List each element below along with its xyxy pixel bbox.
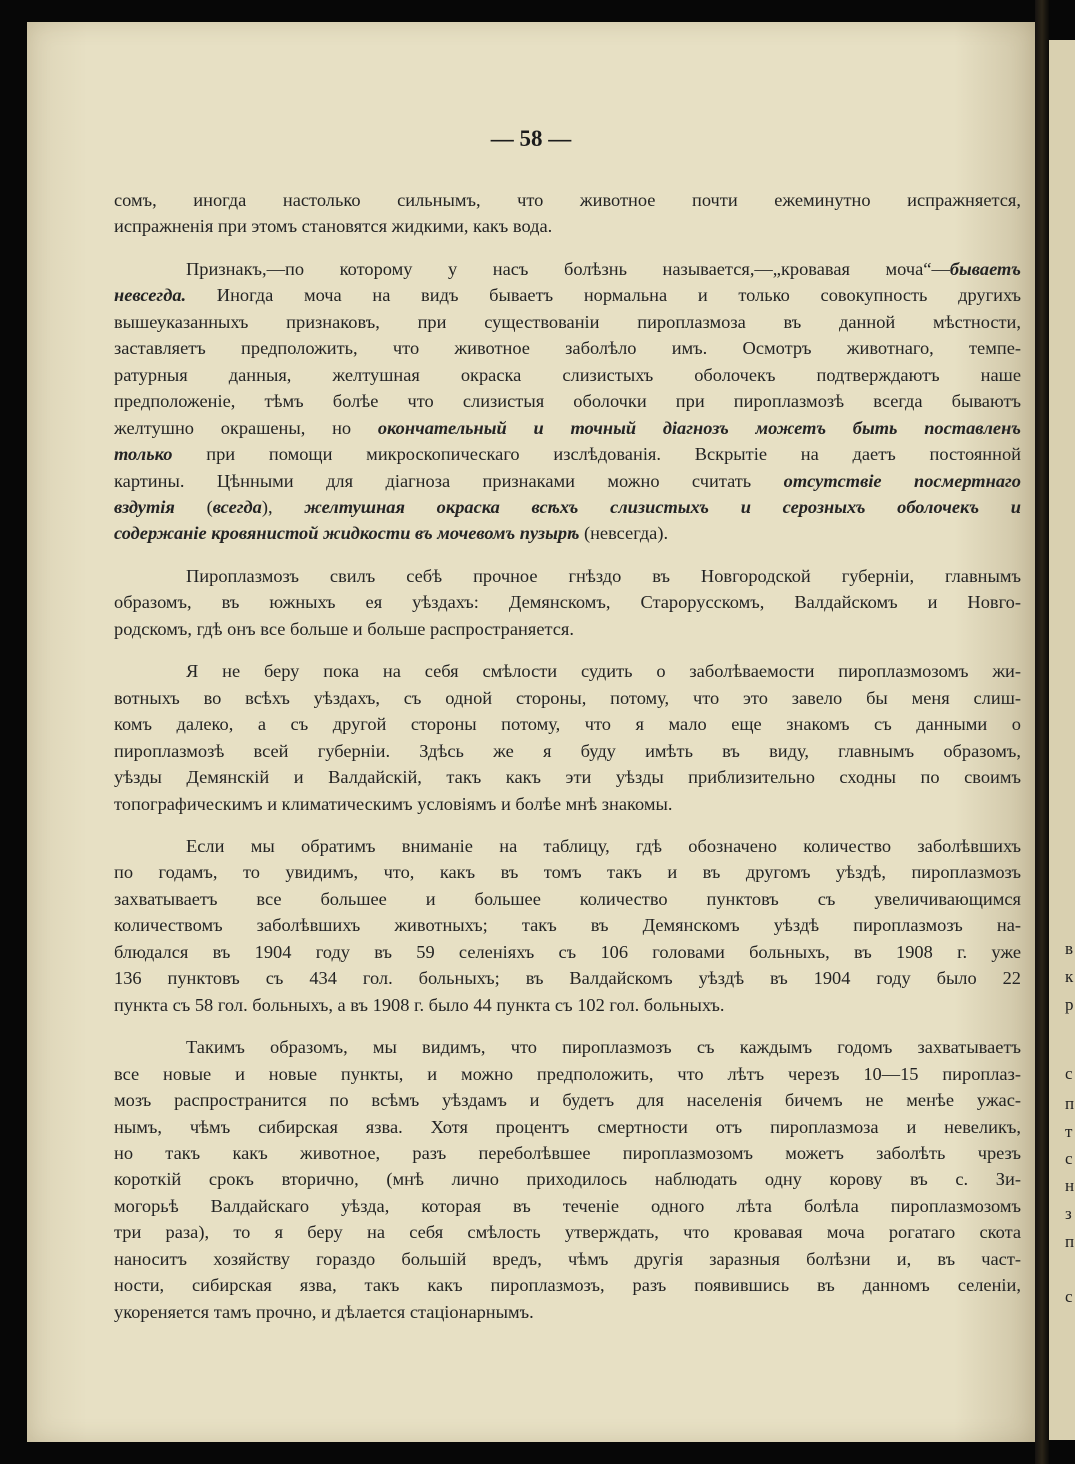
- text-line: [114, 468, 1021, 494]
- emphasized-text: содержаніе кровянистой жидкости въ мочевомъ пузырѣ: [114, 523, 580, 544]
- text-line: [114, 965, 1021, 991]
- paragraph-continuation: [114, 187, 1021, 240]
- text-line: [114, 791, 1021, 817]
- text-run: уѣзды Демянскій и Валдайскій, такъ какъ эти уѣзды приблизительно сходны по своимъ: [114, 767, 1021, 788]
- text-run: картины. Цѣнными для діагноза признаками можно считать: [114, 470, 784, 491]
- text-run: короткій срокъ вторично, (мнѣ лично приходилось наблюдать одну корову въ с. Зи-: [114, 1169, 1021, 1190]
- paragraph-scope: [114, 658, 1021, 817]
- text-run: но такъ какъ животное, разъ переболѣвшее пироплазмозомъ можетъ заболѣть чрезъ: [114, 1142, 1021, 1163]
- emphasized-text: отсутствіе посмертнаго: [783, 470, 1021, 491]
- text-run: ности, сибирская язва, такъ какъ пироплазмозъ, разъ появившись въ данномъ селеніи,: [114, 1275, 1021, 1296]
- text-run: пироплазмозѣ всей губерніи. Здѣсь же я буду имѣть въ виду, главнымъ образомъ,: [114, 740, 1021, 761]
- paragraph-conclusion: [114, 1034, 1021, 1325]
- text-run: Признакъ,—по которому у насъ болѣзнь называется,—„кровавая моча“—: [186, 258, 950, 279]
- book-page: [27, 22, 1035, 1442]
- next-page-edge: [1049, 40, 1075, 1440]
- next-page-fragment: в: [1065, 939, 1074, 958]
- text-run: пункта съ 58 гол. больныхъ, а въ 1908 г. было 44 пункта съ 102 гол. больныхъ.: [114, 994, 725, 1015]
- emphasized-text: только: [114, 444, 173, 465]
- text-line: [114, 187, 1021, 213]
- page-body-text: [114, 187, 1021, 1325]
- paragraph-statistics: [114, 833, 1021, 1018]
- next-page-fragment: п: [1065, 1232, 1075, 1251]
- emphasized-text: всегда: [212, 496, 262, 517]
- text-line: [114, 335, 1021, 361]
- text-run: комъ далеко, а съ другой стороны потому, что я мало еще знакомъ съ данными о: [114, 714, 1021, 735]
- book-spine: [1035, 0, 1049, 1464]
- text-run: желтушно окрашены, но: [114, 417, 378, 438]
- text-line: [114, 282, 1021, 308]
- text-run: вышеуказанныхъ признаковъ, при существованіи пироплазмоза въ данной мѣстности,: [114, 311, 1021, 332]
- text-line: [114, 859, 1021, 885]
- text-line: [114, 1193, 1021, 1219]
- text-line: [114, 415, 1021, 441]
- text-line: [114, 685, 1021, 711]
- text-run: ),: [261, 496, 305, 517]
- text-line: [114, 912, 1021, 938]
- text-line: [114, 616, 1021, 642]
- next-page-fragment: т: [1065, 1122, 1073, 1141]
- paragraph-gap: [114, 547, 1021, 563]
- text-run: при помощи микроскопическаго изслѣдованія. Вскрытіе на даетъ постоянной: [172, 444, 1021, 465]
- text-run: сомъ, иногда настолько сильнымъ, что животное почти ежеминутно испражняется,: [114, 190, 1021, 210]
- next-page-fragment: п: [1065, 1094, 1075, 1113]
- text-run: мозъ распространится по всѣмъ уѣздамъ и будетъ для населенія бичемъ не менѣе ужас-: [114, 1090, 1021, 1111]
- text-run: испражненія при этомъ становятся жидкими, какъ вода.: [114, 216, 553, 237]
- text-line: [114, 256, 1021, 282]
- text-run: блюдался въ 1904 году въ 59 селеніяхъ съ 106 головами больныхъ, въ 1908 г. уже: [114, 941, 1021, 962]
- text-run: предположеніе, тѣмъ болѣе что слизистыя оболочки при пироплазмозѣ всегда бываютъ: [114, 391, 1021, 412]
- text-run: Пироплазмозъ свилъ себѣ прочное гнѣздо въ Новгородской губерніи, главнымъ: [186, 565, 1021, 586]
- text-run: 136 пунктовъ съ 434 гол. больныхъ; въ Валдайскомъ уѣздѣ въ 1904 году было 22: [114, 968, 1021, 989]
- paragraph-gap: [114, 642, 1021, 658]
- text-run: могорьѣ Валдайскаго уѣзда, которая въ теченіе одного лѣта болѣла пироплазмозомъ: [114, 1195, 1021, 1216]
- text-run: вотныхъ во всѣхъ уѣздахъ, съ одной стороны, потому, что это завело бы меня слиш-: [114, 687, 1021, 708]
- text-run: количествомъ заболѣвшихъ животныхъ; такъ въ Демянскомъ уѣздѣ пироплазмозъ на-: [114, 915, 1021, 936]
- next-page-fragment: н: [1065, 1176, 1075, 1195]
- text-line: [114, 213, 1021, 239]
- text-line: [114, 1034, 1021, 1060]
- text-run: нымъ, чѣмъ сибирская язва. Хотя процентъ смертности отъ пироплазмоза и невеликъ,: [114, 1116, 1021, 1137]
- text-line: [114, 520, 1021, 546]
- emphasized-text: бываетъ: [949, 258, 1021, 279]
- text-line: [114, 1166, 1021, 1192]
- text-run: Иногда моча на видъ бываетъ нормальна и только совокупность другихъ: [186, 285, 1021, 306]
- paragraph-gap: [114, 1018, 1021, 1034]
- text-line: [114, 1299, 1021, 1325]
- text-run: образомъ, въ южныхъ ея уѣздахъ: Демянскомъ, Старорусскомъ, Валдайскомъ и Новго-: [114, 592, 1021, 613]
- text-run: три раза), то я беру на себя смѣлость утверждать, что кровавая моча рогатаго скота: [114, 1222, 1021, 1243]
- paragraph-gap: [114, 817, 1021, 833]
- paragraph-gap: [114, 240, 1021, 256]
- text-line: [114, 711, 1021, 737]
- text-line: [114, 1272, 1021, 1298]
- text-run: Если мы обратимъ вниманіе на таблицу, гдѣ обозначено количество заболѣвшихъ: [186, 835, 1021, 856]
- text-run: Я не беру пока на себя смѣлости судить о заболѣваемости пироплазмозомъ жи-: [186, 661, 1021, 682]
- text-run: (: [174, 496, 213, 517]
- text-line: [114, 764, 1021, 790]
- emphasized-text: вздутія: [114, 496, 175, 517]
- next-page-fragment: р: [1065, 995, 1074, 1014]
- next-page-fragment: с: [1065, 1287, 1073, 1306]
- text-line: [114, 833, 1021, 859]
- text-line: [114, 1246, 1021, 1272]
- text-line: [114, 1114, 1021, 1140]
- text-line: [114, 563, 1021, 589]
- text-line: [114, 1140, 1021, 1166]
- text-run: топографическимъ и климатическимъ условіямъ и болѣе мнѣ знакомы.: [114, 793, 673, 814]
- text-run: по годамъ, то увидимъ, что, какъ въ томъ такъ и въ другомъ уѣздѣ, пироплазмозъ: [114, 862, 1021, 883]
- text-line: [114, 1087, 1021, 1113]
- emphasized-text: окончательный и точный діагнозъ можетъ быть поставленъ: [377, 417, 1021, 438]
- next-page-fragment: с: [1065, 1149, 1073, 1168]
- text-run: родскомъ, гдѣ онъ все больше и больше распространяется.: [114, 618, 574, 639]
- text-run: (невсегда).: [579, 523, 669, 544]
- text-line: [114, 738, 1021, 764]
- emphasized-text: невсегда.: [114, 285, 187, 306]
- text-line: [114, 1219, 1021, 1245]
- text-line: [114, 388, 1021, 414]
- next-page-fragment: с: [1065, 1064, 1073, 1083]
- text-line: [114, 494, 1021, 520]
- next-page-fragment: к: [1065, 967, 1074, 986]
- paragraph-distribution: [114, 563, 1021, 642]
- text-line: [114, 441, 1021, 467]
- paragraph-symptoms: [114, 256, 1021, 547]
- text-run: наноситъ хозяйству гораздо большій вредъ, чѣмъ другія заразныя болѣзни и, въ част-: [114, 1248, 1021, 1269]
- text-run: захватываетъ все большее и большее количество пунктовъ съ увеличивающимся: [114, 888, 1021, 909]
- text-line: [114, 992, 1021, 1018]
- text-line: [114, 886, 1021, 912]
- text-run: Такимъ образомъ, мы видимъ, что пироплазмозъ съ каждымъ годомъ захватываетъ: [186, 1037, 1021, 1058]
- text-line: [114, 939, 1021, 965]
- text-run: укореняется тамъ прочно, и дѣлается стаціонарнымъ.: [114, 1301, 534, 1322]
- text-run: заставляетъ предположить, что животное заболѣло имъ. Осмотръ животнаго, темпе-: [114, 338, 1021, 359]
- text-line: [114, 309, 1021, 335]
- next-page-fragment: з: [1065, 1204, 1072, 1223]
- page-number: — 58 —: [490, 126, 572, 151]
- text-line: [114, 1061, 1021, 1087]
- text-line: [114, 589, 1021, 615]
- text-run: ратурныя данныя, желтушная окраска слизистыхъ оболочекъ подтверждаютъ наше: [114, 364, 1021, 385]
- text-run: все новые и новые пункты, и можно предположить, что лѣтъ черезъ 10—15 пироплаз-: [114, 1063, 1021, 1084]
- text-line: [114, 658, 1021, 684]
- emphasized-text: желтушная окраска всѣхъ слизистыхъ и серозныхъ оболочекъ и: [304, 496, 1021, 517]
- text-line: [114, 362, 1021, 388]
